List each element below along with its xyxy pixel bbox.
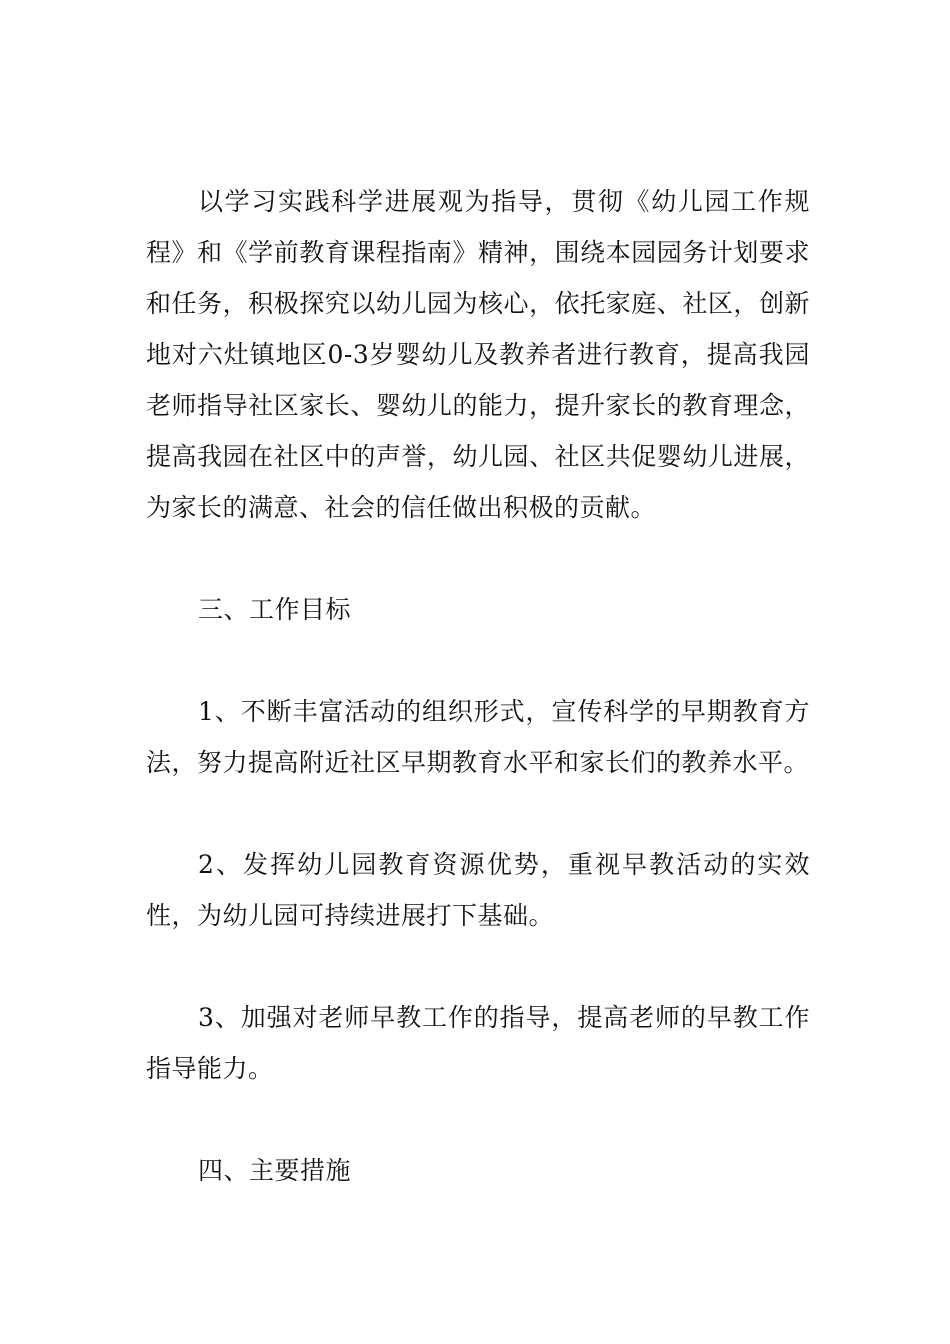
goal-item-2: 2、发挥幼儿园教育资源优势，重视早教活动的实效性，为幼儿园可持续进展打下基础。 — [146, 850, 810, 930]
section-heading-measures: 四、主要措施 — [198, 1156, 352, 1185]
section-heading-goals: 三、工作目标 — [198, 595, 352, 624]
goal-item-3: 3、加强对老师早教工作的指导，提高老师的早教工作指导能力。 — [146, 1003, 810, 1083]
document-body — [146, 176, 810, 1196]
intro-paragraph: 以学习实践科学进展观为指导，贯彻《幼儿园工作规程》和《学前教育课程指南》精神，围绕本园园务计划要求和任务，积极探究以幼儿园为核心，依托家庭、社区，创新地对六灶镇地区0-3岁婴幼儿及教养者进行教育，提高我园老师指导社区家长、婴幼儿的能力，提升家长的教育理念，提高我园在社区中的声誉，幼儿园、社区共促婴幼儿进展，为家长的满意、社会的信任做出积极的贡献。 — [146, 187, 810, 522]
goal-item-1: 1、不断丰富活动的组织形式，宣传科学的早期教育方法，努力提高附近社区早期教育水平和家长们的教养水平。 — [146, 697, 810, 777]
